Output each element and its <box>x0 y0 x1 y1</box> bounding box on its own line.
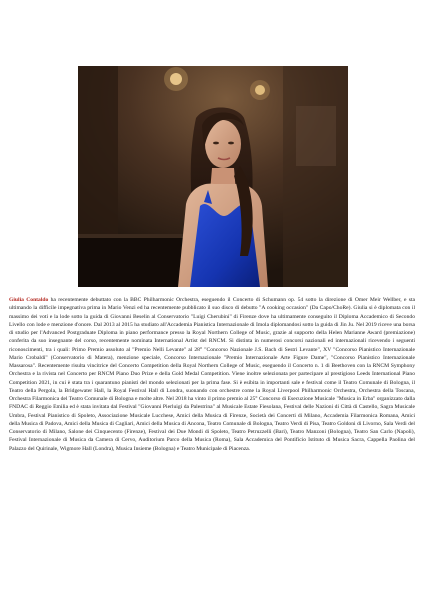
biography-paragraph <box>9 296 415 588</box>
biography-text: ha recentemente debuttato con la BBC Philharmonic Orchestra, eseguendo il Concerto di Schumann op. 54 sotto la direzione di Omer Meir Wellber, e sta ultimando la difficile impegnativa prima in Mario Venzi ed ha recentemente pubblicato il suo disco di debutto "A cooking occasion" (Da Capo/ChoRe). Giulia si è diplomata con il massimo dei voti e la lode sotto la guida di Giovanni Beselin al Conservatorio "Luigi Cherubini" di Firenze dove ha ultimamente conseguito il Diploma Accademico di Secondo Livello con lode e menzione d'onore. Dal 2013 al 2015 ha studiato all'Accademia Pianistica Internazionale di Imola diplomandosi sotto la guida di Jin Ju. Nel 2019 riceve una borsa di studio per l'Advanced Postgraduate Diploma in piano performance presso la Royal Northern College of Music, grazie al supporto della Helen Marianne Award (premiazione) conferita da suo insegnante del corso, recentemente nominata International Artist del RNCM. Si distinta in numerosi concorsi nazionali ed internazionali ricevendo i seguenti riconoscimenti, tra i quali: Primo Premio assoluto al "Premio Nelli Levante" al 28° "Concorso Nazionale J.S. Bach di Sestri Levante", XV "Concorso Pianistico Internazionale Mario Crobaldi" (Conservatorio di Matera), menzione speciale, Concorso Internazionale "Premio Internazionale Arte Figure Dame", "Concorso Pianistico Internazionale Massarosa". Recentemente risulta vincitrice del Concerto Competition della Royal Northern College of Music, eseguendo il Concerto n. 1 di Beethoven con la RNCM Symphony Orchestra e la rivista nel Concerto per RNCM Piano Duo Prize e della Gold Medal Competition. Viene inoltre selezionata per partecipare al prestigioso Leeds International Piano Competition 2021, in cui è stata tra i quarantuno pianisti del mondo selezionati per la prima fase. Si è esibita in importanti sale e festival come il Teatro Comunale di Bologna, il Teatro della Pergola, la Bridgewater Hall, la Royal Festival Hall di Londra, suonando con orchestre come la Royal Liverpool Philharmonic Orchestra, Orchestra della Toscana, Orchestra Filarmonica del Teatro Comunale di Bologna e molte altre. Nel 2018 ha vinto il primo premio al 25° Concorso di Esecuzione Musicale "Musica in Erba" organizzato dalla FNDAC di Reggio Emilia ed è stata invitata dal Festival "Giovanni Pierluigi da Palestrina" al Musicale Estate Fiesolana, Festival delle Nazioni di Città di Castello, Sagra Musicale Umbra, Festival Pianistico di Spoleto, Associazione Musicale Lucchese, Amici della Musica di Firenze, Società dei Concerti di Milano, Accademia Filarmonica Romana, Amici della Musica di Padova, Amici della Musica di Cagliari, Amici della Musica di Ancona, Teatro Comunale di Bologna, Teatro Verdi di Pisa, Teatro Goldoni di Livorno, Sala Verdi del Conservatorio di Milano, Salone dei Cinquecento (Firenze), Festival dei Due Mondi di Spoleto, Teatro Petruzzelli (Bari), Teatro Manzoni (Bologna), Teatro San Carlo (Napoli), Festival Internazionale di Musica da Camera di Cervo, Auditorium Parco della Musica (Roma), Sala Accademica del Pontificio Istituto di Musica Sacra, Cappella Paolina del Palazzo del Quirinale, Wigmore Hall (Londra), Musica Insieme (Bologna) e Teatro Municipale di Piacenza. <box>9 297 415 452</box>
portrait-photo <box>78 66 348 287</box>
artist-name: Giulia Contaldo <box>9 297 49 303</box>
